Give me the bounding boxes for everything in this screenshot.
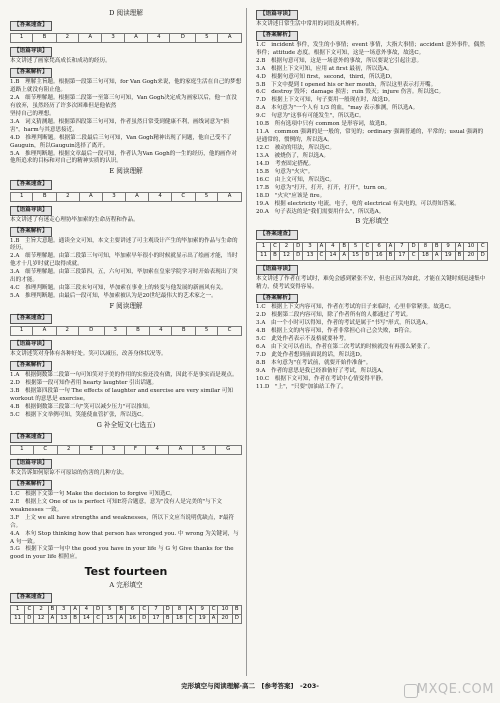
answer-cell: 18 (418, 251, 432, 260)
answer-cell: F (125, 446, 146, 455)
analysis-line: 1.B 主旨大意题。通读全文可知，本文主要讲述了可主观设计产生的毕加索的作品与生命的经历。 (10, 237, 238, 252)
answer-cell: 3 (102, 34, 124, 43)
answer-cell: A (124, 34, 148, 43)
analysis-line: 2.E 根据上文 One of us is perfect 可知E符合题意，意为"没有人是完美的"与下文 weaknesses 一致。 (10, 498, 222, 513)
answer-cell: 6 (372, 242, 386, 251)
analysis-line: 12.C 被动的用法，所以选C。 (256, 145, 335, 151)
guide-text-f: 本文讲述笑对身体有各种好处。笑可以减压，改善身体状况等。 (10, 351, 167, 358)
answer-cell: 20 (464, 251, 478, 260)
section-e-title: E 阅读理解 (109, 167, 143, 176)
answer-cell: 4 (326, 242, 340, 251)
guide-text-a: 本文讲述日常生活中常用的词语及其辨析。 (256, 20, 363, 27)
answer-cell: D (232, 615, 241, 624)
answer-cell: 6 (125, 606, 139, 615)
answer-cell: 17 (149, 615, 163, 624)
guide-tag: 【语篇导读】 (10, 340, 52, 350)
analysis-tag: 【答案解析】 (256, 294, 298, 304)
analysis-line: 14.D 考查固定搭配。 (256, 160, 315, 167)
answer-cell: 15 (103, 615, 117, 624)
answer-cell: 5 (348, 242, 362, 251)
analysis-line: 7.D 此处作者想到前面说的话，所以选D。 (256, 352, 366, 359)
answer-cell: C (317, 251, 326, 260)
answer-cell: C (209, 606, 218, 615)
analysis-line: 2.D 根据第二段内容可知，除了作者所有的人都通过了考试。 (256, 312, 412, 319)
answer-cell: 5 (103, 606, 117, 615)
answer-cell: 2 (57, 446, 80, 455)
answer-cell: 8 (418, 242, 432, 251)
analysis-line: 5.C 此处作者表示不及格就要补考。 (256, 336, 350, 343)
answer-cell: A (125, 192, 149, 201)
answer-cell: D (163, 606, 172, 615)
answer-cell: A (169, 446, 193, 455)
guide-tag: 【语篇导读】 (256, 10, 298, 20)
section-g-title: G 补全短文(七选五) (96, 420, 156, 429)
analysis-line: 3.A 根据上下文可知，应用 at first 最初，所以选A。 (256, 65, 393, 72)
answer-cell: A (48, 615, 56, 624)
answer-cell: B (172, 327, 196, 336)
answer-cell: 4 (79, 606, 93, 615)
answer-cell: A (33, 327, 57, 336)
answer-cell: 1 (11, 606, 25, 615)
analysis-line: 2.D 根据第一段可知作者用 hearty laughter 引出话题。 (10, 380, 158, 387)
answer-cell: C (409, 251, 418, 260)
left-column (10, 8, 242, 626)
answer-cell: 1 (11, 327, 33, 336)
answer-cell: B (48, 606, 56, 615)
answer-cell: B (33, 192, 57, 201)
answer-cell: B (433, 242, 442, 251)
answer-cell: 2 (56, 327, 78, 336)
answer-cell: 9 (441, 242, 455, 251)
analysis-line: 5.A 推理判断题。由最后一段可知，毕加索被认为是20世纪最伟大的艺术家之一。 (10, 293, 217, 300)
analysis-tag: 【答案解析】 (10, 227, 52, 237)
answer-cell: 10 (218, 606, 232, 615)
answer-cell: B (455, 251, 464, 260)
analysis-line: 坚持自己的理想。 (10, 110, 55, 117)
answer-cell: 3 (104, 327, 126, 336)
answer-cell: B (163, 615, 172, 624)
analysis-line: 1.A 根据倒数第二段第一句可知笑对于美的作用的实验还没有做，因此不是事实而是观点。 (10, 372, 238, 379)
answer-cell: G (215, 446, 241, 455)
answer-cell: A (209, 615, 218, 624)
answer-cell: D (170, 34, 196, 43)
guide-text-b: 本文讲述了作者在考试时，难免会感到紧张不安，但也正因为如此，才能在关键时刻迅速集中精力，使考试变得容易。 (256, 275, 486, 290)
answer-cell: 12 (279, 251, 293, 260)
answer-tag: 【答案速查】 (10, 433, 52, 443)
guide-tag: 【语篇导读】 (256, 265, 298, 275)
answer-cell: 3 (103, 192, 125, 201)
answer-row (257, 251, 488, 260)
answer-cell: B (126, 327, 150, 336)
analysis-line: 3.A 细节理解题。由第三段第四，五，六句可知，毕加索在皇家学院学习时开始表现出了突出的才能。 (10, 269, 238, 284)
analysis-g (10, 491, 242, 562)
analysis-line: 4.D 根据句意可知 first，second，third，所以选D。 (256, 73, 396, 80)
answer-cell: 2 (56, 34, 78, 43)
answer-cell: 18 (172, 615, 186, 624)
answer-row (11, 446, 242, 455)
analysis-line: 8.B 本句意为"在考试前，就要开始作准备"。 (256, 360, 372, 367)
answer-cell: 2 (57, 192, 79, 201)
analysis-line: 4.B 根据倒数第三段第二句"笑可以减少压力"可以推知。 (10, 403, 154, 410)
answer-row (11, 606, 242, 615)
section-b-title: B 完形填空 (355, 217, 389, 226)
analysis-line: 5.A 推理判断题。根据文章最后一段可知，作者认为Van Gogh的一生的经历，他的画作对他所追求的目标和对自己的精神实质的认识。 (10, 150, 237, 165)
answer-cell: D (78, 327, 104, 336)
analysis-line: 4.C 推理判断题。由第三段末句可知，毕加索在事业上的转变与他发展的新画风有关。 (10, 285, 227, 292)
answer-cell: 11 (257, 251, 271, 260)
analysis-line: 4.D 推理判断题。根据第二段最后三句可知，Van Gogh精神出现了问题，他自己受不了Gauguin，所以Gauguin选择了离开。 (10, 134, 232, 149)
answer-cell: D (93, 606, 102, 615)
analysis-line: 2.A 细节理解题。根据第二段第一至第三句可知，Van Gogh决定成为画家以后，他一直没有放弃，虽然经历了许多次困难但是他依然 (10, 94, 237, 109)
answer-tag: 【答案速查】 (10, 180, 52, 190)
analysis-line: 9.C 句意为"这事有可能发生"，所以选C。 (256, 113, 365, 120)
answer-cell: A (117, 615, 125, 624)
analysis-line: 8.A 本句意为"一个人有 1/3 的血，"may 表示推测，所以选A。 (256, 105, 419, 112)
analysis-line: 20.A 句子表达的是"我们需要用什么"，所以选A。 (256, 208, 385, 215)
answer-cell: 1 (11, 446, 34, 455)
answer-cell: C (140, 606, 149, 615)
answer-tag: 【答案速查】 (10, 21, 52, 31)
analysis-line: 13.A 被烧伤了，所以选A。 (256, 152, 329, 159)
analysis-line: 9.A 作者的意思是我已经准备好了考试，所以选A。 (256, 367, 387, 374)
answer-cell: 7 (149, 606, 163, 615)
analysis-tag: 【答案解析】 (10, 361, 52, 371)
answer-row (11, 192, 242, 201)
analysis-line: 11.D "上"，"只要"加油站工作了。 (256, 383, 347, 390)
answer-cell: 1 (11, 34, 33, 43)
answer-cell: B (386, 251, 395, 260)
answer-cell: 9 (195, 606, 209, 615)
answer-cell: B (232, 606, 241, 615)
analysis-line: 3.A 词义猜测题。根据第四段第三句可知，作者虽然日常受到健康不利，画线词意为"损害"，harm与其意思接近。 (10, 118, 229, 133)
answer-cell: A (187, 606, 196, 615)
answer-row (11, 327, 242, 336)
answer-cell: D (478, 251, 488, 260)
analysis-line: 1.C incident 事件，发生的小事情；event 事情，大指大事情；accident 意外事件，偶然事件；attitude 态度。根据下文可知，这是一场意外事故，故选C。 (256, 41, 485, 56)
answer-cell: A (218, 34, 242, 43)
answer-cell: A (317, 242, 326, 251)
answer-cell: 4 (149, 192, 171, 201)
answer-table-b (256, 242, 488, 261)
analysis-line: 2.B 根据句意可知，这是一场意外的事故，所以要说它引起注意。 (256, 57, 423, 64)
analysis-line: 15.B 句意为"火灾"。 (256, 168, 314, 175)
answer-cell: 4 (150, 327, 172, 336)
answer-cell: A (433, 251, 442, 260)
answer-cell: B (117, 606, 125, 615)
answer-cell: B (340, 242, 349, 251)
answer-cell: B (33, 34, 57, 43)
answer-cell: 5 (195, 192, 217, 201)
analysis-line: 7.D 根据上下文可知，句子要用一般现在时，故选D。 (256, 97, 394, 104)
guide-tag: 【语篇导读】 (10, 47, 52, 57)
analysis-tag: 【答案解析】 (256, 31, 298, 41)
answer-row (257, 242, 488, 251)
analysis-d (10, 79, 242, 166)
answer-cell: A (386, 242, 395, 251)
answer-row (11, 34, 242, 43)
analysis-line: 3.A 由一个小时可以得知，作者的考试是属于"书写"形式，所以选A。 (256, 320, 432, 327)
analysis-line: 11.A common 强调的是一般的，常见的；ordinary 强调普通的，平常的；usual 强调的是通常的，惯例的，所以选A。 (256, 129, 484, 144)
answer-cell: D (25, 615, 34, 624)
analysis-line: 16.C 由上文可知，所以选C。 (256, 176, 335, 183)
answer-cell: 16 (125, 615, 139, 624)
analysis-line: 17.B 句意为"打开，打开，打开，打开"，turn on。 (256, 184, 391, 191)
answer-cell: 8 (172, 606, 186, 615)
answer-cell: 5 (196, 34, 218, 43)
answer-cell: C (93, 615, 102, 624)
answer-cell: D (140, 615, 149, 624)
answer-cell: 17 (395, 251, 409, 260)
analysis-tag: 【答案解析】 (10, 480, 52, 490)
answer-cell: A (455, 242, 464, 251)
page-footer: 完形填空与阅读理解·高二 [参考答案] -203- (181, 682, 319, 690)
answer-table-g (10, 445, 242, 455)
answer-cell: 3 (303, 242, 317, 251)
analysis-line: 18.D "火灾"应该是 fire。 (256, 192, 326, 199)
answer-cell: D (409, 242, 418, 251)
analysis-line: 5.B 下文中提到 I opened his or her mouth，所以这里表示打开嘴。 (256, 81, 437, 88)
answer-cell: A (78, 34, 102, 43)
test-fourteen-title: Test fourteen (84, 565, 168, 579)
analysis-line: 3.F 上文 we all have strengths and weaknesses，所以下文应当说明优缺点，F最符合。 (10, 514, 235, 529)
analysis-line: 19.A 根据 electricity 电流，电子，电的 electrical 有关电的，可以得知答案。 (256, 200, 460, 207)
answer-cell: 16 (372, 251, 386, 260)
guide-text-e: 本文讲述了有迷走心理协毕加索的生命历程和作品。 (10, 216, 139, 223)
analysis-e (10, 238, 242, 302)
answer-cell: C (187, 615, 196, 624)
answer-cell: D (294, 251, 303, 260)
answer-tag: 【答案速查】 (256, 230, 298, 240)
answer-cell: 13 (303, 251, 317, 260)
answer-cell: 3 (102, 446, 125, 455)
analysis-line: 5.G 根据下文第一句中 the good you have in your life 与 G 句 Give thanks for the good in your life 相照应。 (10, 546, 234, 561)
answer-cell: 1 (257, 242, 271, 251)
answer-cell: C (271, 242, 280, 251)
guide-tag: 【语篇导读】 (10, 206, 52, 216)
answer-cell: 2 (34, 606, 48, 615)
answer-cell: 4 (146, 446, 169, 455)
answer-cell: C (363, 242, 372, 251)
answer-cell: D (363, 251, 372, 260)
analysis-f (10, 372, 242, 420)
answer-cell: 15 (348, 251, 362, 260)
analysis-line: 5.C 根据下文举例可知，笑能使血管扩张，所以选C。 (10, 411, 147, 418)
answer-cell: 1 (11, 192, 33, 201)
analysis-line: 10.C 根据下文可知，作者在考试中心情变得平静。 (256, 375, 387, 382)
answer-cell: E (80, 446, 102, 455)
answer-cell: B (71, 615, 79, 624)
answer-cell: 19 (195, 615, 209, 624)
answer-cell: A (79, 192, 103, 201)
analysis-line: 1.B 理解主旨题。根据第一段第三句可知，for Van Gogh来说，他的家庭生活在自己的梦想道路上就没有阻止他。 (10, 79, 242, 94)
analysis-line: 4.B 根据上文的内容可知，作者非常担心自己会失败，B符合。 (256, 328, 415, 335)
answer-cell: 2 (279, 242, 293, 251)
test-fourteen-subtitle: A 完形填空 (109, 580, 143, 589)
analysis-a (256, 42, 488, 217)
guide-tag: 【语篇导读】 (10, 459, 52, 469)
analysis-b (256, 304, 488, 391)
watermark: MXQE.COM (416, 681, 494, 697)
answer-cell: 12 (34, 615, 48, 624)
answer-table-d (10, 33, 242, 43)
answer-cell: C (33, 446, 57, 455)
answer-table-e (10, 192, 242, 202)
analysis-line: 4.A 本句 Stop thinking how that person has wronged you. 中 wrong 为关键词，与 A 句一致。 (10, 530, 239, 545)
analysis-line: 1.C 根据下文第一句 Make the decision to forgive 可知选C。 (10, 490, 176, 497)
answer-cell: 19 (441, 251, 455, 260)
answer-cell: 4 (148, 34, 170, 43)
answer-cell: 13 (57, 615, 71, 624)
guide-text-d: 本文讲述了画家梵高成长和成功的经历。 (10, 58, 111, 65)
answer-tag: 【答案速查】 (10, 593, 52, 603)
answer-cell: 14 (326, 251, 340, 260)
answer-cell: 10 (464, 242, 478, 251)
answer-cell: D (294, 242, 303, 251)
analysis-line: 3.B 根据第四段第一句 The effects of laughter and exercise are very similar 可知 workout 的意思是 exercise。 (10, 388, 234, 402)
answer-cell: 5 (195, 327, 217, 336)
answer-cell: 7 (395, 242, 409, 251)
answer-cell: C (218, 327, 242, 336)
guide-text-g: 本文告诉如何原谅不可原谅的伤害的几种方法。 (10, 470, 128, 476)
analysis-line: 10.B 所有选项中只有 common 是形容词，故选B。 (256, 121, 391, 128)
section-f-title: F 阅读理解 (109, 302, 143, 311)
answer-row (11, 615, 242, 624)
answer-table-f (10, 326, 242, 336)
answer-cell: 14 (79, 615, 93, 624)
answer-cell: 11 (11, 615, 25, 624)
answer-cell: C (171, 192, 195, 201)
analysis-tag: 【答案解析】 (10, 68, 52, 78)
right-column (256, 8, 488, 392)
answer-cell: 5 (192, 446, 215, 455)
answer-cell: A (218, 192, 242, 201)
answer-cell: C (478, 242, 488, 251)
answer-tag: 【答案速查】 (10, 314, 52, 324)
answer-cell: 3 (57, 606, 71, 615)
answer-table-tf (10, 605, 242, 624)
analysis-line: 6.C destroy 毁坏；damage 损害；ruin 毁灭；injure 伤害。所以选C。 (256, 89, 445, 96)
answer-cell: A (71, 606, 79, 615)
answer-cell: A (340, 251, 349, 260)
analysis-line: 2.A 细节理解题。由第二段第三句可知，毕加索早年很小的时候就显示出了绘画才能，当时他才十几岁时就已取得成就。 (10, 253, 238, 268)
analysis-line: 1.C 根据上下文内容可知，作者在考试的日子来临时，心里非常紧张。故选C。 (256, 304, 455, 311)
answer-cell: C (25, 606, 34, 615)
answer-cell: 20 (218, 615, 232, 624)
column-divider (246, 8, 247, 676)
section-d-title: D 阅读理解 (109, 9, 143, 17)
analysis-line: 6.A 由下文可以看出，作者在第二次考试的时候就没有再那么紧张了。 (256, 344, 434, 351)
answer-cell: B (271, 251, 280, 260)
